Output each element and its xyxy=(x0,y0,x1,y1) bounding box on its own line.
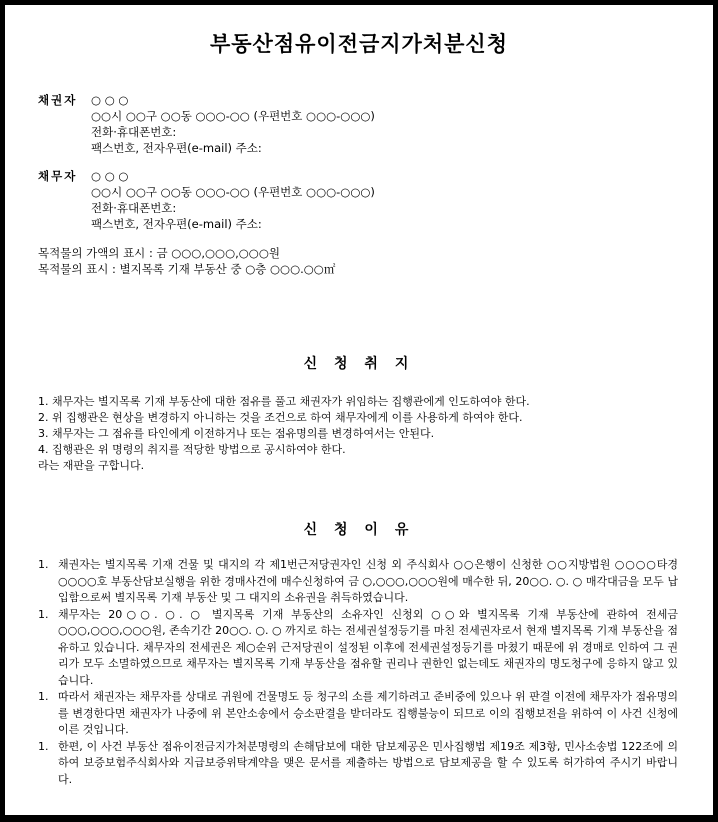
reason-text: 채무자는 20○○. ○. ○ 별지목록 기재 부동산의 소유자인 신청외 ○○와 별지목록 기재 부동산에 관하여 전세금 ○○○,○○○,○○○원, 존속기간 20○○. ○. ○ 까지로 하는 전세권설정등기를 마친 전세권자로서 현재 별지목록 기재 부동산을 점유하고 있습니다. 채무자의 전세권은 제○순위 근저당권이 설정된 이후에 전세권설정등기를 마쳤기 때문에 위 경매로 인하여 그 권리가 모두 소멸하였으므로 채무자는 별지목록 기재 부동산을 점유할 권리나 권한인 없는데도 채권자의 명도청구에 응하지 않고 있습니다. xyxy=(58,607,678,687)
document-title: 부동산점유이전금지가처분신청 xyxy=(209,32,508,56)
target-block xyxy=(38,245,335,277)
debtor-block xyxy=(38,168,375,232)
reason-item xyxy=(38,607,678,690)
creditor-label: 채권자 xyxy=(38,93,78,107)
creditor-address: ○○시 ○○구 ○○동 ○○○-○○ (우편번호 ○○○-○○○) xyxy=(91,109,375,123)
debtor-label: 채무자 xyxy=(38,169,78,183)
reason-text: 따라서 채권자는 채무자를 상대로 귀원에 건물명도 등 청구의 소를 제기하려고 준비중에 있으나 위 판결 이전에 채무자가 점유명의를 변경한다면 채권자가 나중에 위 본안소송에서 승소판결을 받더라도 집행불능이 되므로 이의 집행보전을 위하여 이 사건 신청에 이른 것입니다. xyxy=(58,690,678,736)
claim-item: 2. 위 집행관은 현상을 변경하지 아니하는 것을 조건으로 하여 채무자에게 이를 사용하게 하여야 한다. xyxy=(38,411,523,424)
reason-item xyxy=(38,739,678,789)
claim-item: 3. 채무자는 그 점유를 타인에게 이전하거나 또는 점유명의를 변경하여서는 안된다. xyxy=(38,427,435,440)
debtor-address: ○○시 ○○구 ○○동 ○○○-○○ (우편번호 ○○○-○○○) xyxy=(91,185,375,199)
target-object-line: 목적물의 표시 : 별지목록 기재 부동산 중 ○층 ○○○.○○㎡ xyxy=(38,262,336,276)
debtor-phone: 전화·휴대폰번호: xyxy=(91,201,177,215)
reason-text: 채권자는 별지목록 기재 건물 및 대지의 각 제1번근저당권자인 신청 외 주식회사 ○○은행이 신청한 ○○지방법원 ○○○○타경 ○○○○호 부동산담보실행을 위한 경매사건에 매수신청하여 금 ○,○○○,○○○원에 매수한 뒤, 20○○. ○. ○ 매각대금을 모두 납입함으로써 별지목록 기재 부동산 및 그 대지의 소유권을 취득하였습니다. xyxy=(58,558,678,604)
claims-heading: 신 청 취 지 xyxy=(303,356,415,372)
creditor-name: ○ ○ ○ xyxy=(91,93,129,107)
reason-number: 1. xyxy=(38,558,49,571)
debtor-name: ○ ○ ○ xyxy=(91,169,129,183)
creditor-fax-email: 팩스번호, 전자우편(e-mail) 주소: xyxy=(91,141,262,155)
creditor-block xyxy=(38,92,375,156)
reasons-list xyxy=(38,557,678,788)
debtor-fax-email: 팩스번호, 전자우편(e-mail) 주소: xyxy=(91,217,262,231)
target-value-line: 목적물의 가액의 표시 : 금 ○○○,○○○,○○○원 xyxy=(38,246,280,260)
claim-item: 1. 채무자는 별지목록 기재 부동산에 대한 점유를 풀고 채권자가 위임하는 집행관에게 인도하여야 한다. xyxy=(38,395,530,408)
reason-item xyxy=(38,557,678,607)
reason-number: 1. xyxy=(38,607,49,621)
reason-number: 1. xyxy=(38,690,49,703)
claim-item: 4. 집행관은 위 명령의 취지를 적당한 방법으로 공시하여야 한다. xyxy=(38,443,346,456)
creditor-phone: 전화·휴대폰번호: xyxy=(91,125,177,139)
reason-number: 1. xyxy=(38,739,49,753)
claims-list xyxy=(38,394,530,474)
reason-text: 한편, 이 사건 부동산 점유이전금지가처분명령의 손해담보에 대한 담보제공은 민사집행법 제19조 제3항, 민사소송법 122조에 의하여 보증보험주식회사와 지급보증위탁계약을 맺은 문서를 제출하는 방법으로 담보제공을 할 수 있도록 허가하여 주시기 바랍니다. xyxy=(58,739,678,786)
reasons-heading: 신 청 이 유 xyxy=(303,522,415,538)
reason-item xyxy=(38,689,678,739)
claim-closing: 라는 재판을 구합니다. xyxy=(38,459,145,472)
